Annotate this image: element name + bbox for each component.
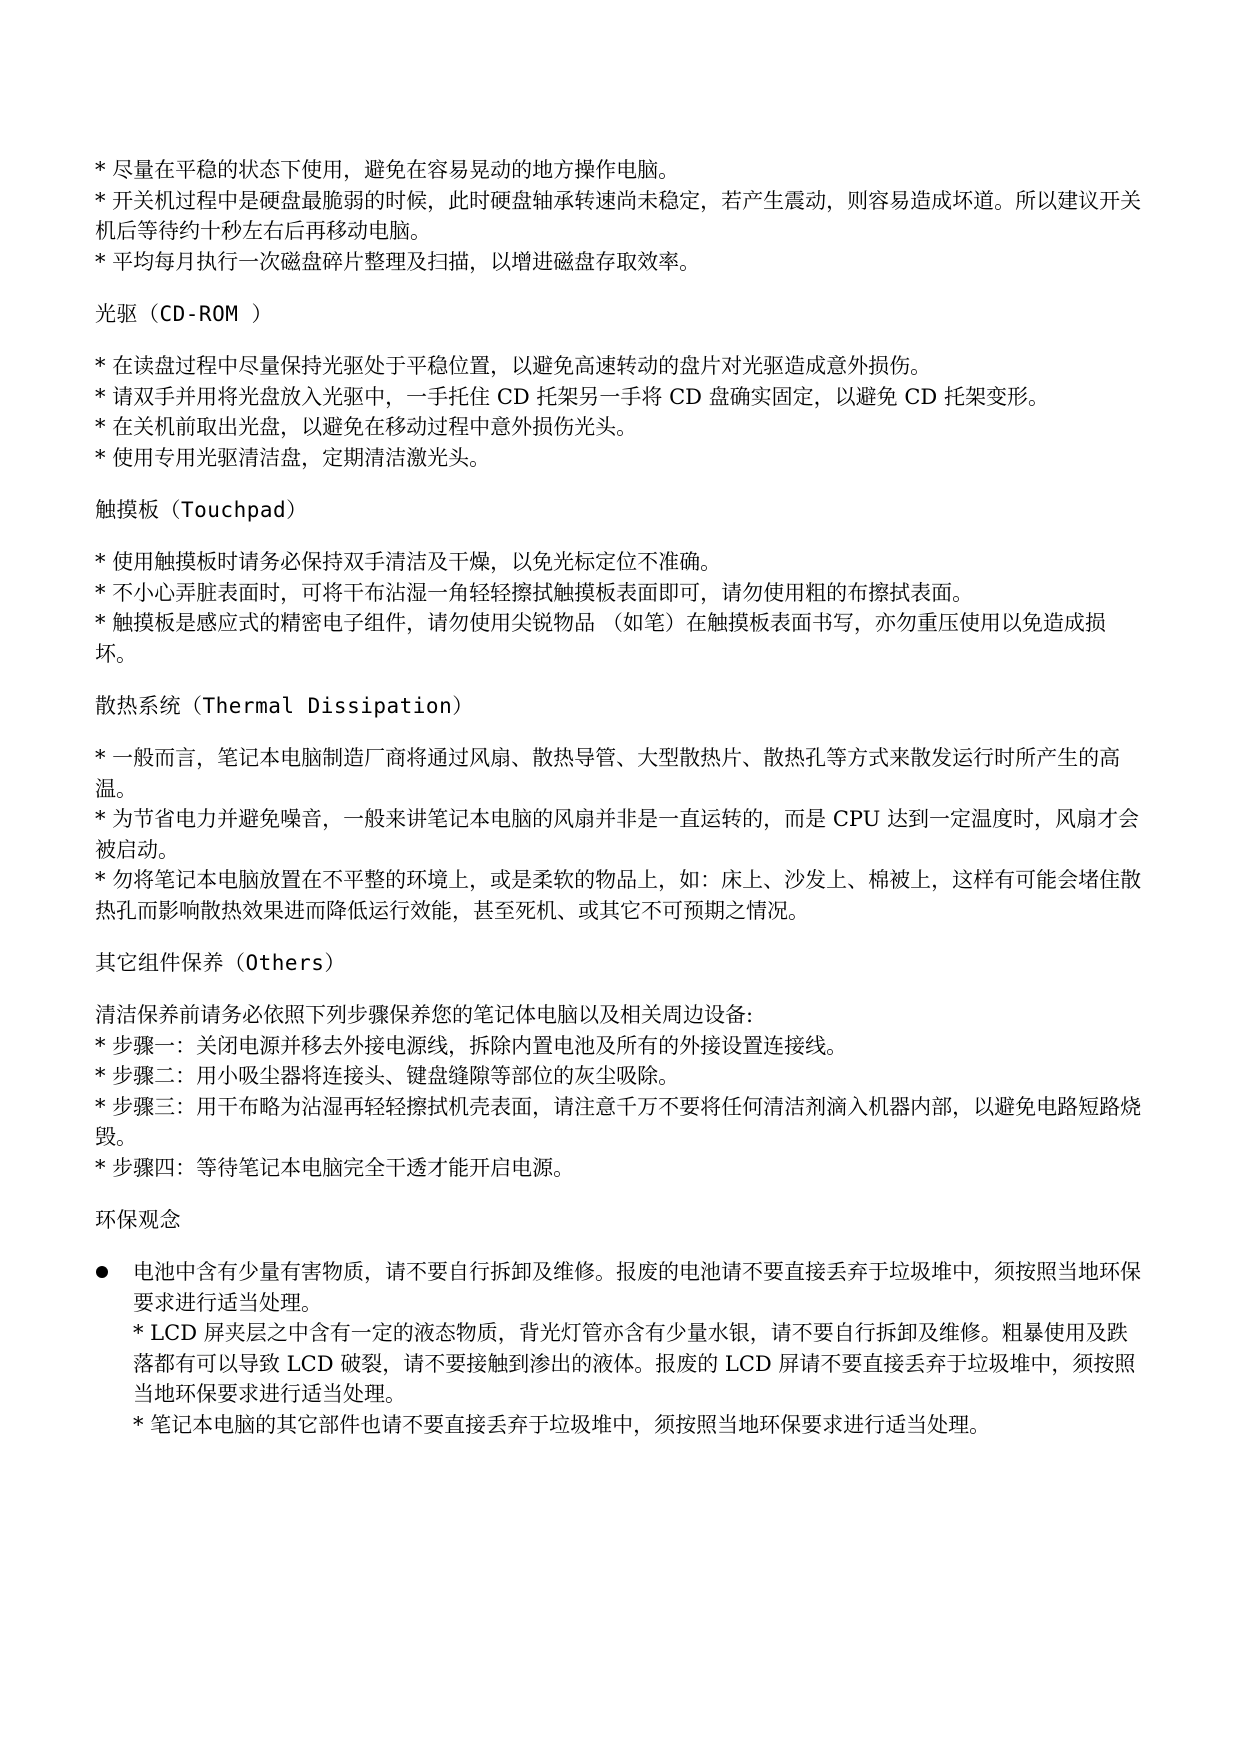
list-item: * 勿将笔记本电脑放置在不平整的环境上，或是柔软的物品上，如：床上、沙发上、棉被上，这样有可能会堵住散热孔而影响散热效果进而降低运行效能，甚至死机、或其它不可预期之情况。 <box>95 868 1142 923</box>
eco-bullet-text: 电池中含有少量有害物质，请不要自行拆卸及维修。报废的电池请不要直接丢弃于垃圾堆中，须按照当地环保要求进行适当处理。 <box>133 1260 1141 1315</box>
list-item: * 步骤一：关闭电源并移去外接电源线，拆除内置电池及所有的外接设置连接线。 <box>95 1033 848 1058</box>
list-item: * 步骤三：用干布略为沾湿再轻轻擦拭机壳表面，请注意千万不要将任何清洁剂滴入机器内部，以避免电路短路烧毁。 <box>95 1094 1142 1149</box>
bullet-dot-icon <box>96 1266 108 1278</box>
section-heading: 其它组件保养（Others） <box>95 951 346 975</box>
document-page <box>95 155 1145 1462</box>
list-item: * 笔记本电脑的其它部件也请不要直接丢弃于垃圾堆中，须按照当地环保要求进行适当处理。 <box>133 1412 991 1437</box>
eco-section <box>95 1205 1145 1440</box>
list-item: * LCD 屏夹层之中含有一定的液态物质，背光灯管亦含有少量水银，请不要自行拆卸及维修。粗暴使用及跌落都有可以导致 LCD 破裂，请不要接触到渗出的液体。报废的 LCD 屏请不要直接丢弃于垃圾堆中，须按照当地环保要求进行适当处理。 <box>133 1321 1136 1406</box>
others-section <box>95 948 1145 1183</box>
list-item: * 步骤四：等待笔记本电脑完全干透才能开启电源。 <box>95 1155 575 1180</box>
touchpad-section <box>95 495 1145 669</box>
storage-tips-section <box>95 155 1145 277</box>
list-item: * 触摸板是感应式的精密电子组件，请勿使用尖锐物品 （如笔）在触摸板表面书写，亦勿重压使用以免造成损坏。 <box>95 611 1106 666</box>
list-item: * 为节省电力并避免噪音，一般来讲笔记本电脑的风扇并非是一直运转的，而是 CPU 达到一定温度时，风扇才会被启动。 <box>95 807 1140 862</box>
list-item: * 使用专用光驱清洁盘，定期清洁激光头。 <box>95 445 491 470</box>
thermal-section <box>95 691 1145 926</box>
section-heading: 散热系统（Thermal Dissipation） <box>95 694 474 718</box>
section-heading: 触摸板（Touchpad） <box>95 498 308 522</box>
list-item: * 步骤二：用小吸尘器将连接头、键盘缝隙等部位的灰尘吸除。 <box>95 1064 680 1088</box>
eco-bullet <box>95 1257 1145 1440</box>
list-item: * 在关机前取出光盘，以避免在移动过程中意外损伤光头。 <box>95 415 638 439</box>
section-heading: 光驱（CD-ROM ） <box>95 302 274 326</box>
list-item: * 尽量在平稳的状态下使用，避免在容易晃动的地方操作电脑。 <box>95 158 680 182</box>
list-item: * 不小心弄脏表面时，可将干布沾湿一角轻轻擦拭触摸板表面即可，请勿使用粗的布擦拭表面。 <box>95 580 974 605</box>
list-item: * 一般而言，笔记本电脑制造厂商将通过风扇、散热导管、大型散热片、散热孔等方式来散发运行时所产生的高温。 <box>95 746 1121 801</box>
list-item: * 在读盘过程中尽量保持光驱处于平稳位置，以避免高速转动的盘片对光驱造成意外损伤。 <box>95 354 932 378</box>
list-item: * 使用触摸板时请务必保持双手清洁及干燥，以免光标定位不准确。 <box>95 550 722 574</box>
cdrom-section <box>95 299 1145 473</box>
list-item: * 开关机过程中是硬盘最脆弱的时候，此时硬盘轴承转速尚未稳定，若产生震动，则容易造成坏道。所以建议开关机后等待约十秒左右后再移动电脑。 <box>95 188 1142 243</box>
list-item: * 请双手并用将光盘放入光驱中，一手托住 CD 托架另一手将 CD 盘确实固定，以避免 CD 托架变形。 <box>95 384 1049 409</box>
list-item: * 平均每月执行一次磁盘碎片整理及扫描，以增进磁盘存取效率。 <box>95 249 701 274</box>
section-heading: 环保观念 <box>95 1208 181 1232</box>
others-intro: 清洁保养前请务必依照下列步骤保养您的笔记体电脑以及相关周边设备: <box>95 1003 754 1027</box>
